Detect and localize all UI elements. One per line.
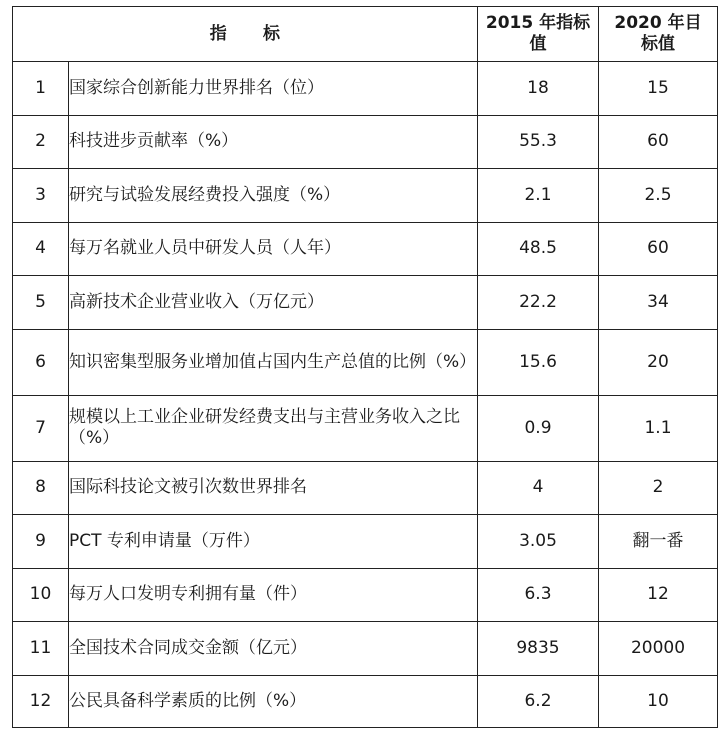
indicator-column-header: [13, 7, 478, 62]
target-2020: 翻一番: [599, 515, 718, 569]
value-2015: 2.1: [478, 169, 599, 223]
indicator-table: [12, 6, 718, 728]
target-2020-header-line-1: 2020 年目: [614, 13, 702, 33]
target-2020: 2: [599, 461, 718, 515]
table-header-row: [13, 7, 718, 62]
table-row: [13, 276, 718, 330]
row-number: 10: [13, 568, 69, 622]
indicator-name: 科技进步贡献率（%）: [69, 115, 478, 169]
table-row: [13, 222, 718, 276]
target-2020: 60: [599, 222, 718, 276]
target-2020: 12: [599, 568, 718, 622]
row-number: 4: [13, 222, 69, 276]
table-row: [13, 461, 718, 515]
target-2020: 15: [599, 62, 718, 116]
table-row: [13, 395, 718, 461]
target-2020: 1.1: [599, 395, 718, 461]
row-number: 7: [13, 395, 69, 461]
value-2015: 48.5: [478, 222, 599, 276]
table-row: [13, 675, 718, 727]
indicator-name: 每万人口发明专利拥有量（件）: [69, 568, 478, 622]
value-2015: 18: [478, 62, 599, 116]
table-row: [13, 622, 718, 676]
value-2015-header-line-2: 值: [529, 34, 547, 54]
row-number: 2: [13, 115, 69, 169]
value-2015-header-line-1: 2015 年指标: [485, 13, 591, 33]
table-row: [13, 115, 718, 169]
indicator-header-char-1: 指: [209, 23, 227, 44]
table-row: [13, 169, 718, 223]
value-2015-column-header: [478, 7, 599, 62]
target-2020-header-line-2: 标值: [641, 34, 675, 54]
indicator-name: 知识密集型服务业增加值占国内生产总值的比例（%）: [69, 329, 478, 395]
target-2020-column-header: [599, 7, 718, 62]
value-2015: 6.3: [478, 568, 599, 622]
target-2020: 20: [599, 329, 718, 395]
value-2015: 4: [478, 461, 599, 515]
table-row: [13, 329, 718, 395]
indicator-name: 研究与试验发展经费投入强度（%）: [69, 169, 478, 223]
row-number: 1: [13, 62, 69, 116]
target-2020: 60: [599, 115, 718, 169]
row-number: 5: [13, 276, 69, 330]
table-row: [13, 568, 718, 622]
value-2015: 0.9: [478, 395, 599, 461]
target-2020: 2.5: [599, 169, 718, 223]
value-2015: 22.2: [478, 276, 599, 330]
indicator-name: 每万名就业人员中研发人员（人年）: [69, 222, 478, 276]
row-number: 3: [13, 169, 69, 223]
row-number: 12: [13, 675, 69, 727]
row-number: 8: [13, 461, 69, 515]
value-2015: 9835: [478, 622, 599, 676]
table-row: [13, 62, 718, 116]
row-number: 11: [13, 622, 69, 676]
indicator-header-char-2: 标: [263, 23, 281, 44]
indicator-name: 高新技术企业营业收入（万亿元）: [69, 276, 478, 330]
indicator-name: 国际科技论文被引次数世界排名: [69, 461, 478, 515]
row-number: 6: [13, 329, 69, 395]
table-row: [13, 515, 718, 569]
indicator-name: 规模以上工业企业研发经费支出与主营业务收入之比（%）: [69, 395, 478, 461]
target-2020: 20000: [599, 622, 718, 676]
value-2015: 55.3: [478, 115, 599, 169]
value-2015: 15.6: [478, 329, 599, 395]
value-2015: 3.05: [478, 515, 599, 569]
target-2020: 10: [599, 675, 718, 727]
indicator-name: PCT 专利申请量（万件）: [69, 515, 478, 569]
row-number: 9: [13, 515, 69, 569]
indicator-name: 全国技术合同成交金额（亿元）: [69, 622, 478, 676]
indicator-name: 公民具备科学素质的比例（%）: [69, 675, 478, 727]
target-2020: 34: [599, 276, 718, 330]
indicator-name: 国家综合创新能力世界排名（位）: [69, 62, 478, 116]
value-2015: 6.2: [478, 675, 599, 727]
